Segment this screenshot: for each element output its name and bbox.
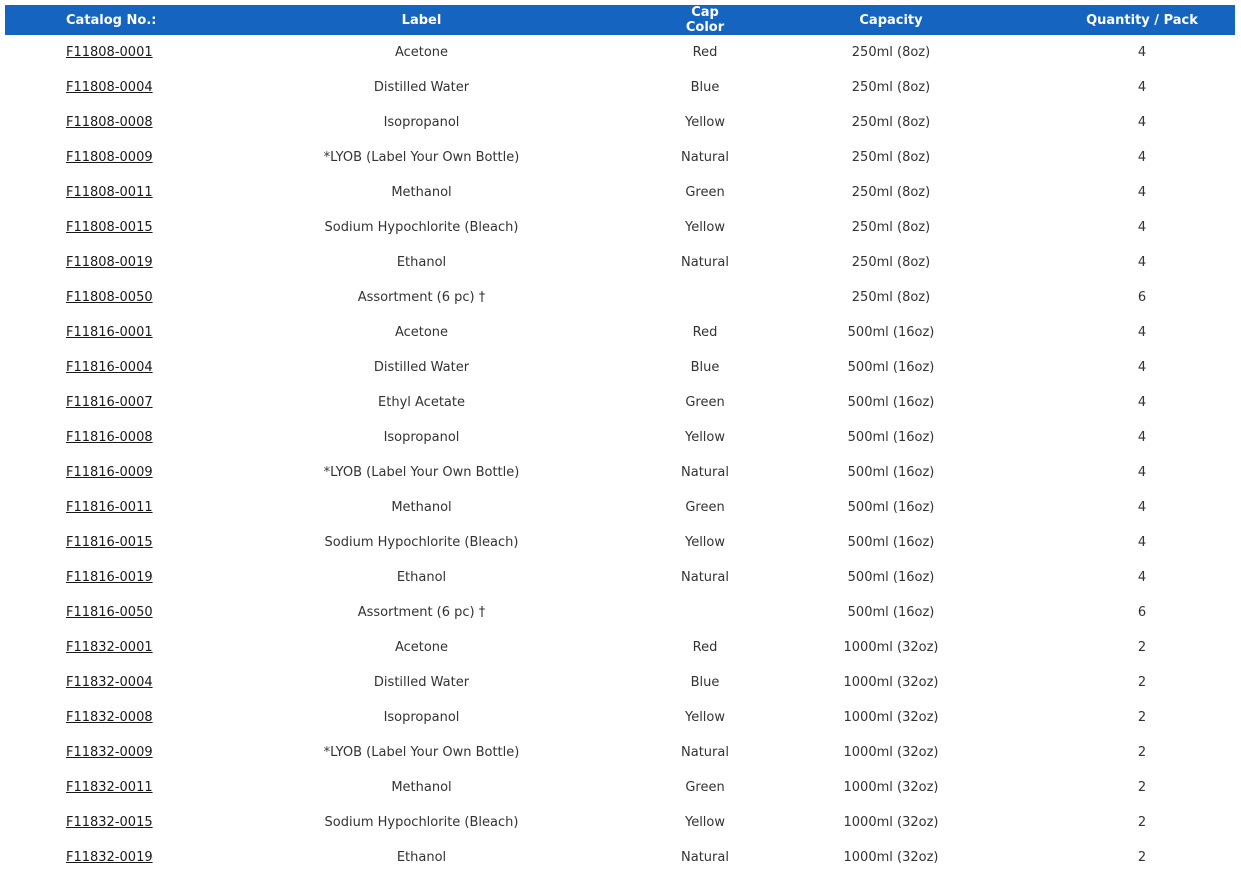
quantity-cell: 4 — [1137, 570, 1147, 585]
catalog-cell — [5, 840, 166, 875]
capacity-cell: 500ml (16oz) — [847, 395, 935, 410]
catalog-number-link[interactable]: F11816-0011 — [66, 500, 153, 515]
catalog-number-link[interactable]: F11808-0008 — [66, 115, 153, 130]
capacity-cell: 250ml (8oz) — [851, 150, 931, 165]
catalog-number-link[interactable]: F11816-0015 — [66, 535, 153, 550]
table-row — [5, 805, 1235, 840]
capacity-cell: 1000ml (32oz) — [843, 745, 939, 760]
capacity-cell: 250ml (8oz) — [851, 290, 931, 305]
cap-color-cell: Red — [692, 325, 718, 340]
catalog-cell — [5, 175, 166, 210]
label-cell: Methanol — [391, 500, 452, 515]
label-cell: Distilled Water — [373, 675, 470, 690]
catalog-number-link[interactable]: F11808-0009 — [66, 150, 153, 165]
quantity-cell: 4 — [1137, 185, 1147, 200]
table-row — [5, 665, 1235, 700]
table-row — [5, 420, 1235, 455]
quantity-cell: 4 — [1137, 535, 1147, 550]
table-row — [5, 700, 1235, 735]
quantity-cell: 4 — [1137, 395, 1147, 410]
catalog-number-link[interactable]: F11808-0015 — [66, 220, 153, 235]
capacity-cell: 250ml (8oz) — [851, 185, 931, 200]
cap-color-cell: Natural — [681, 745, 729, 760]
catalog-number-link[interactable]: F11808-0019 — [66, 255, 153, 270]
cap-color-cell: Natural — [681, 570, 729, 585]
cap-color-cell: Yellow — [684, 535, 726, 550]
cap-color-cell: Green — [685, 780, 725, 795]
catalog-number-link[interactable]: F11808-0011 — [66, 185, 153, 200]
quantity-cell: 2 — [1137, 745, 1147, 760]
catalog-number-link[interactable]: F11816-0004 — [66, 360, 153, 375]
catalog-number-link[interactable]: F11832-0004 — [66, 675, 153, 690]
capacity-cell: 500ml (16oz) — [847, 325, 935, 340]
capacity-cell: 1000ml (32oz) — [843, 850, 939, 865]
quantity-cell: 6 — [1137, 290, 1147, 305]
label-cell: Sodium Hypochlorite (Bleach) — [324, 535, 519, 550]
capacity-cell: 1000ml (32oz) — [843, 640, 939, 655]
quantity-cell: 4 — [1137, 150, 1147, 165]
capacity-cell: 250ml (8oz) — [851, 220, 931, 235]
label-cell: Isopropanol — [383, 115, 460, 130]
cap-color-cell: Blue — [690, 675, 720, 690]
table-row — [5, 385, 1235, 420]
cap-color-cell — [677, 595, 733, 630]
label-cell: Distilled Water — [373, 360, 470, 375]
cap-color-cell: Green — [685, 500, 725, 515]
catalog-cell — [5, 735, 166, 770]
quantity-cell: 2 — [1137, 850, 1147, 865]
cap-color-cell: Blue — [690, 80, 720, 95]
quantity-cell: 4 — [1137, 115, 1147, 130]
quantity-cell: 4 — [1137, 80, 1147, 95]
cap-color-cell: Red — [692, 45, 718, 60]
product-table — [5, 5, 1235, 875]
catalog-number-link[interactable]: F11816-0008 — [66, 430, 153, 445]
cap-color-cell: Natural — [681, 255, 729, 270]
header-label: Label — [166, 5, 677, 35]
capacity-cell: 500ml (16oz) — [847, 360, 935, 375]
label-cell: Acetone — [394, 45, 449, 60]
table-row — [5, 105, 1235, 140]
catalog-cell — [5, 385, 166, 420]
catalog-number-link[interactable]: F11832-0015 — [66, 815, 153, 830]
catalog-cell — [5, 455, 166, 490]
capacity-cell: 500ml (16oz) — [847, 570, 935, 585]
catalog-cell — [5, 630, 166, 665]
quantity-cell: 4 — [1137, 45, 1147, 60]
catalog-number-link[interactable]: F11832-0001 — [66, 640, 153, 655]
quantity-cell: 4 — [1137, 220, 1147, 235]
catalog-cell — [5, 315, 166, 350]
table-row — [5, 490, 1235, 525]
label-cell: Assortment (6 pc) † — [357, 290, 486, 305]
catalog-cell — [5, 280, 166, 315]
catalog-cell — [5, 420, 166, 455]
catalog-number-link[interactable]: F11808-0004 — [66, 80, 153, 95]
capacity-cell: 500ml (16oz) — [847, 500, 935, 515]
quantity-cell: 2 — [1137, 815, 1147, 830]
capacity-cell: 250ml (8oz) — [851, 45, 931, 60]
catalog-number-link[interactable]: F11808-0050 — [66, 290, 153, 305]
catalog-cell — [5, 560, 166, 595]
table-row — [5, 455, 1235, 490]
table-row — [5, 735, 1235, 770]
catalog-cell — [5, 490, 166, 525]
catalog-number-link[interactable]: F11816-0009 — [66, 465, 153, 480]
table-header — [5, 5, 1235, 35]
cap-color-cell: Yellow — [684, 815, 726, 830]
capacity-cell: 500ml (16oz) — [847, 465, 935, 480]
capacity-cell: 1000ml (32oz) — [843, 675, 939, 690]
label-cell: Sodium Hypochlorite (Bleach) — [324, 220, 519, 235]
capacity-cell: 500ml (16oz) — [847, 605, 935, 620]
cap-color-cell: Yellow — [684, 115, 726, 130]
header-quantity-pack: Quantity / Pack — [1049, 5, 1235, 35]
quantity-cell: 4 — [1137, 360, 1147, 375]
catalog-number-link[interactable]: F11816-0019 — [66, 570, 153, 585]
label-cell: Isopropanol — [383, 430, 460, 445]
catalog-number-link[interactable]: F11832-0009 — [66, 745, 153, 760]
cap-color-cell: Natural — [681, 850, 729, 865]
table-row — [5, 210, 1235, 245]
capacity-cell: 1000ml (32oz) — [843, 815, 939, 830]
table-row — [5, 70, 1235, 105]
catalog-number-link[interactable]: F11816-0050 — [66, 605, 153, 620]
header-capacity: Capacity — [733, 5, 1049, 35]
capacity-cell: 1000ml (32oz) — [843, 710, 939, 725]
quantity-cell: 4 — [1137, 325, 1147, 340]
table-row — [5, 840, 1235, 875]
table-body — [5, 35, 1235, 875]
table-row — [5, 560, 1235, 595]
capacity-cell: 500ml (16oz) — [847, 430, 935, 445]
cap-color-cell: Natural — [681, 465, 729, 480]
catalog-cell — [5, 245, 166, 280]
label-cell: Methanol — [391, 185, 452, 200]
cap-color-cell: Yellow — [684, 220, 726, 235]
label-cell: Sodium Hypochlorite (Bleach) — [324, 815, 519, 830]
cap-color-cell: Natural — [681, 150, 729, 165]
table-row — [5, 525, 1235, 560]
catalog-cell — [5, 70, 166, 105]
catalog-cell — [5, 105, 166, 140]
cap-color-cell: Green — [685, 185, 725, 200]
catalog-cell — [5, 210, 166, 245]
catalog-number-link[interactable]: F11832-0011 — [66, 780, 153, 795]
header-cap-color: Cap Color — [677, 5, 733, 35]
quantity-cell: 2 — [1137, 640, 1147, 655]
header-row — [5, 5, 1235, 35]
label-cell: Ethanol — [396, 570, 447, 585]
table-row — [5, 175, 1235, 210]
cap-color-cell: Yellow — [684, 430, 726, 445]
cap-color-cell: Yellow — [684, 710, 726, 725]
label-cell: *LYOB (Label Your Own Bottle) — [323, 745, 520, 760]
catalog-number-link[interactable]: F11816-0007 — [66, 395, 153, 410]
catalog-number-link[interactable]: F11832-0008 — [66, 710, 153, 725]
product-table-container — [5, 5, 1235, 875]
table-row — [5, 770, 1235, 805]
capacity-cell: 250ml (8oz) — [851, 80, 931, 95]
capacity-cell: 1000ml (32oz) — [843, 780, 939, 795]
catalog-cell — [5, 140, 166, 175]
label-cell: *LYOB (Label Your Own Bottle) — [323, 150, 520, 165]
quantity-cell: 4 — [1137, 465, 1147, 480]
table-row — [5, 140, 1235, 175]
label-cell: Isopropanol — [383, 710, 460, 725]
label-cell: Ethanol — [396, 850, 447, 865]
catalog-cell — [5, 350, 166, 385]
catalog-number-link[interactable]: F11808-0001 — [66, 45, 153, 60]
quantity-cell: 2 — [1137, 710, 1147, 725]
catalog-number-link[interactable]: F11816-0001 — [66, 325, 153, 340]
catalog-cell — [5, 35, 166, 70]
cap-color-cell: Green — [685, 395, 725, 410]
label-cell: *LYOB (Label Your Own Bottle) — [323, 465, 520, 480]
catalog-cell — [5, 700, 166, 735]
header-catalog-no: Catalog No.: — [5, 5, 166, 35]
quantity-cell: 4 — [1137, 255, 1147, 270]
cap-color-cell — [677, 280, 733, 315]
capacity-cell: 500ml (16oz) — [847, 535, 935, 550]
table-row — [5, 35, 1235, 70]
table-row — [5, 350, 1235, 385]
cap-color-cell: Blue — [690, 360, 720, 375]
label-cell: Assortment (6 pc) † — [357, 605, 486, 620]
catalog-cell — [5, 595, 166, 630]
capacity-cell: 250ml (8oz) — [851, 115, 931, 130]
label-cell: Ethyl Acetate — [378, 395, 465, 410]
catalog-number-link[interactable]: F11832-0019 — [66, 850, 153, 865]
label-cell: Ethanol — [396, 255, 447, 270]
label-cell: Acetone — [394, 325, 449, 340]
quantity-cell: 6 — [1137, 605, 1147, 620]
table-row — [5, 280, 1235, 315]
quantity-cell: 4 — [1137, 500, 1147, 515]
label-cell: Acetone — [394, 640, 449, 655]
label-cell: Distilled Water — [373, 80, 470, 95]
label-cell: Methanol — [391, 780, 452, 795]
table-row — [5, 245, 1235, 280]
catalog-cell — [5, 665, 166, 700]
table-row — [5, 315, 1235, 350]
catalog-cell — [5, 805, 166, 840]
quantity-cell: 4 — [1137, 430, 1147, 445]
table-row — [5, 630, 1235, 665]
cap-color-cell: Red — [692, 640, 718, 655]
quantity-cell: 2 — [1137, 675, 1147, 690]
quantity-cell: 2 — [1137, 780, 1147, 795]
capacity-cell: 250ml (8oz) — [851, 255, 931, 270]
table-row — [5, 595, 1235, 630]
catalog-cell — [5, 770, 166, 805]
catalog-cell — [5, 525, 166, 560]
